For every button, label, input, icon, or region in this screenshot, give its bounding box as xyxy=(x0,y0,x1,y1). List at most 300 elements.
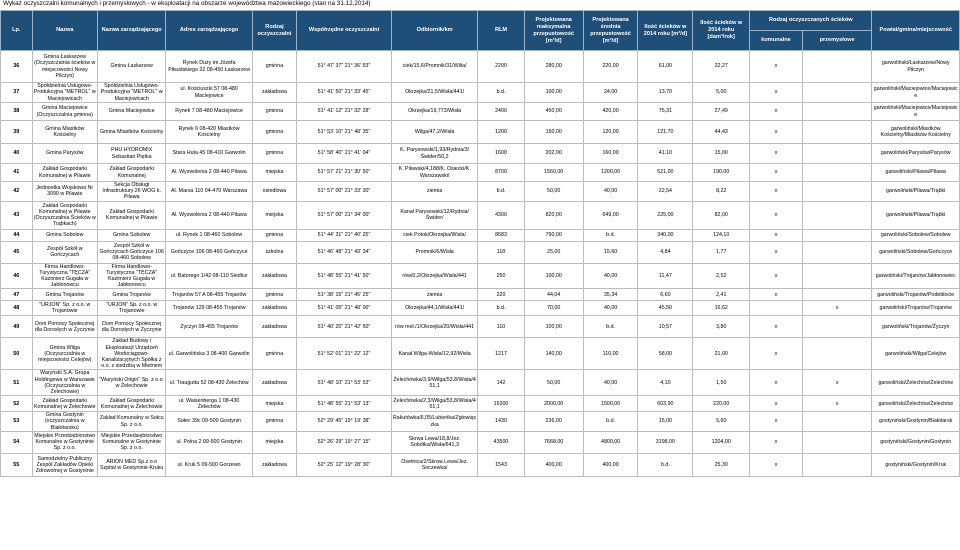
cell-avg-capacity: b.d. xyxy=(583,316,638,338)
cell-manager-name: Gmina Trojanów xyxy=(97,289,165,301)
cell-receiver: K. Parysowski/1,93/Rydnia/3/Świder/50,2 xyxy=(391,144,477,164)
cell-avg-capacity: 110,00 xyxy=(583,338,638,370)
cell-sewage-dam3: 5,00 xyxy=(693,83,750,103)
cell-receiver: Skrwa Lewa/18,8/Jez. Sobótka/Wisła/641,3 xyxy=(391,431,477,453)
cell-sewage-dam3: 27,49 xyxy=(693,103,750,121)
cell-rlm: 1200 xyxy=(478,121,524,144)
cell-lp: 55 xyxy=(1,453,33,476)
cell-max-capacity: 44,04 xyxy=(524,289,583,301)
cell-coordinates: 52° 29' 45" 19° 19' 38" xyxy=(297,412,392,432)
cell-industrial xyxy=(802,263,872,289)
table-row xyxy=(1,453,960,476)
cell-industrial xyxy=(802,431,872,453)
cell-manager-address: Trojanów 129 08-455 Trojanów xyxy=(166,301,252,316)
cell-location: garwoliński/Pilawa/Pilawa xyxy=(872,164,960,182)
header-max-capacity: Projektowana maksymalna przepustowość [m³/d] xyxy=(524,11,583,51)
cell-max-capacity: 400,00 xyxy=(524,453,583,476)
cell-coordinates: 51° 38' 15" 21° 45' 25" xyxy=(297,289,392,301)
cell-manager-address: Al. Wyzwolenia 2 08-440 Pilawa xyxy=(166,164,252,182)
cell-manager-name: ARION MED Sp.z o.o Szpital w Gostyninie-Kruku xyxy=(97,453,165,476)
cell-sewage-dam3: 21,00 xyxy=(693,338,750,370)
cell-manager-address: Rynek 7 08-480 Maciejowice xyxy=(166,103,252,121)
cell-rlm: 220 xyxy=(478,289,524,301)
cell-coordinates: 51° 57' 21" 21° 30' 50" xyxy=(297,164,392,182)
header-sewage-kind: Rodzaj oczyszczanych ścieków xyxy=(750,11,872,31)
cell-receiver: rów mel./1/Okrzejka/20/Wisła/441 xyxy=(391,316,477,338)
cell-industrial: x xyxy=(802,396,872,412)
cell-name: Gmina Maciejowice (Oczyszczalnia gminna) xyxy=(32,103,97,121)
cell-avg-capacity: 40,00 xyxy=(583,263,638,289)
cell-manager-address: Rynek 6 08-420 Miastków Kościelny xyxy=(166,121,252,144)
cell-avg-capacity: 400,00 xyxy=(583,453,638,476)
table-body xyxy=(1,51,960,477)
cell-plant-type: zakładowa xyxy=(252,301,296,316)
cell-lp: 37 xyxy=(1,83,33,103)
cell-sewage-dam3: 5,60 xyxy=(693,412,750,432)
cell-lp: 52 xyxy=(1,396,33,412)
cell-max-capacity: 50,00 xyxy=(524,182,583,202)
cell-plant-type: gminna xyxy=(252,144,296,164)
cell-manager-name: Zespół Szkół w Gończycach Gończyce 106 08-460 Sobolew xyxy=(99,242,164,262)
cell-max-capacity: 140,00 xyxy=(524,338,583,370)
cell-sewage-dam3: 190,00 xyxy=(693,164,750,182)
cell-sewage-dam3: 8,22 xyxy=(693,182,750,202)
cell-avg-capacity: b.d. xyxy=(583,412,638,432)
cell-name: Zakład Gospodarki Komunalnej w Pilawie (Oczyszczalnia Ścieków w Trąbkach) xyxy=(33,202,96,228)
cell-sewage-dam3: 2,41 xyxy=(693,289,750,301)
cell-lp: 39 xyxy=(1,121,33,144)
cell-name: Gmina Wilga (Oczyszczalnia w miejscowości Celejów) xyxy=(32,338,97,370)
cell-name: Waryński S.A. Grupa Holdingowa w Warszawie (Oczyszczalnia w Żelechowie) xyxy=(32,370,97,396)
table-row xyxy=(1,201,960,229)
cell-receiver: rów/0,2/Okrzejka/Wisła/441 xyxy=(391,263,477,289)
cell-receiver: Promnik/6/Wisła xyxy=(391,241,477,263)
cell-industrial xyxy=(802,241,872,263)
header-name: Nazwa xyxy=(32,11,97,51)
cell-receiver: Okrzejka/21,5/Wisła/441/ xyxy=(391,83,477,103)
cell-coordinates: 51° 46' 48" 21° 43' 34" xyxy=(297,241,392,263)
cell-receiver: Żelechówka/3,9/Wilga/53,8/Wisła/451,1 xyxy=(391,370,477,396)
table-row xyxy=(1,431,960,453)
cell-rlm: 1430 xyxy=(478,412,524,432)
cell-max-capacity: 202,00 xyxy=(524,144,583,164)
cell-lp: 47 xyxy=(1,289,33,301)
cell-manager-address: ul. Waisenberga 1 08-430 Żelechów xyxy=(166,396,252,412)
cell-name: Jednostka Wojskowa Nr 3090 w Pilawie xyxy=(32,182,97,202)
cell-coordinates: 52° 25' 12" 19° 28' 30" xyxy=(297,453,392,476)
table-header xyxy=(1,11,960,51)
cell-location: garwoliński/Maciejowice/Maciejowice xyxy=(872,83,960,103)
cell-plant-type: zakładowa xyxy=(252,263,296,289)
cell-lp: 42 xyxy=(1,182,33,202)
cell-max-capacity: 2000,00 xyxy=(524,396,583,412)
cell-location: garwoliński/Pilawa/Trąbki xyxy=(872,201,960,229)
cell-sewage-m3d: 13,70 xyxy=(638,83,693,103)
cell-manager-address: Trojanów 57 A 08-455 Trojanów xyxy=(166,289,252,301)
cell-municipal: x xyxy=(750,316,803,338)
cell-sewage-dam3: 25,30 xyxy=(693,453,750,476)
document-title: Wykaz oczyszczalni komunalnych i przemysłowych - w eksploatacji na obszarze województwa mazowieckiego (stan na 31.12.2014) xyxy=(3,0,371,7)
cell-manager-address: Al. Wyzwolenia 2 08-440 Pilawa xyxy=(166,201,252,229)
cell-sewage-dam3: 22,27 xyxy=(693,51,750,83)
cell-sewage-m3d: 45,50 xyxy=(638,301,693,316)
cell-receiver: Okrzejka/44,1/Wisła/441/ xyxy=(391,301,477,316)
cell-municipal xyxy=(750,301,803,316)
cell-manager-address: ul. Kościuszki 57 08-480 Maciejowice xyxy=(166,83,252,103)
header-manager-name: Nazwa zarządzającego xyxy=(97,11,165,51)
cell-lp: 44 xyxy=(1,229,33,241)
cell-max-capacity: 450,00 xyxy=(524,103,583,121)
cell-location: garwoliński/Parysów/Parysów xyxy=(872,144,960,164)
header-sewage-m3d: Ilość ścieków w 2014 roku [m³/d] xyxy=(638,11,693,51)
cell-coordinates: 51° 41' 05" 21° 48' 00" xyxy=(297,301,392,316)
table-row xyxy=(1,263,960,289)
cell-avg-capacity: 4800,00 xyxy=(583,431,638,453)
cell-avg-capacity: 1200,00 xyxy=(583,164,638,182)
cell-receiver: Kanał Wilga-Wisła/12,92/Wisła xyxy=(391,338,477,370)
table-row xyxy=(1,121,960,144)
cell-manager-address: Życzyn 08-455 Trojanów xyxy=(166,316,252,338)
cell-plant-type: gminna xyxy=(252,412,296,432)
cell-manager-name: "Waryński Origin" Sp. z o.o. w Żelechowie xyxy=(97,370,165,396)
cell-sewage-m3d: 4,10 xyxy=(638,370,693,396)
cell-sewage-m3d: 603,90 xyxy=(638,396,693,412)
cell-municipal: x xyxy=(750,370,803,396)
cell-coordinates: 51° 48' 10" 21° 53' 53" xyxy=(297,370,392,396)
cell-coordinates: 51° 53' 10" 21° 48' 35" xyxy=(297,121,392,144)
cell-avg-capacity: 220,00 xyxy=(583,51,638,83)
cell-receiver: Osetnica/2/Skrwa Lewa/Jez. Soczewka/ xyxy=(391,453,477,476)
cell-location: garwoliński/Sobolew/Gończyce xyxy=(872,241,960,263)
table-row xyxy=(1,338,960,370)
cell-manager-name: PHU HYDROMIX Sebastian Piętka xyxy=(97,144,165,164)
cell-plant-type: szkolna xyxy=(252,241,296,263)
cell-rlm: 8683 xyxy=(478,229,524,241)
cell-name: Firma Handlowo-Turystyczna "TĘCZA" Kazimierz Gugała w Jabłonowcu xyxy=(32,263,97,289)
cell-sewage-m3d: 22,54 xyxy=(638,182,693,202)
table-row xyxy=(1,83,960,103)
cell-lp: 53 xyxy=(1,412,33,432)
cell-manager-address: ul. Polna 2 09-500 Gostynin xyxy=(166,431,252,453)
cell-sewage-m3d: 41,10 xyxy=(638,144,693,164)
table-row xyxy=(1,103,960,121)
table-row xyxy=(1,51,960,83)
cell-lp: 40 xyxy=(1,144,33,164)
cell-industrial xyxy=(802,316,872,338)
cell-receiver: Rakutówka/6,05/Lubieńka/Zgłowiączka xyxy=(391,412,477,432)
cell-max-capacity: 50,00 xyxy=(524,370,583,396)
cell-plant-type: gminna xyxy=(252,51,296,83)
cell-avg-capacity: 649,00 xyxy=(583,201,638,229)
cell-lp: 46 xyxy=(1,263,33,289)
cell-sewage-dam3: 16,62 xyxy=(693,301,750,316)
cell-name: Miejskie Przedsiębiorstwo Komunalne w Gostyninie Sp. z o.o. xyxy=(32,431,97,453)
cell-manager-address: Rynek Duży im.Józefa Piłsudskiego 32 08-450 Łaskarzew xyxy=(166,51,252,83)
cell-name: Zespół Szkół w Gończycach xyxy=(32,241,97,263)
cell-name: Gmina Miastków Kościelny xyxy=(32,121,97,144)
cell-industrial xyxy=(802,121,872,144)
cell-max-capacity: 100,00 xyxy=(524,316,583,338)
cell-sewage-m3d: 11,47 xyxy=(638,263,693,289)
cell-avg-capacity: 15,60 xyxy=(583,241,638,263)
cell-coordinates: 51° 48' 55" 21° 41' 50" xyxy=(297,263,392,289)
table-row xyxy=(1,301,960,316)
cell-manager-address: Al. Marsa 110 04-470 Warszawa xyxy=(166,182,252,202)
cell-municipal: x xyxy=(750,431,803,453)
cell-avg-capacity: 35,34 xyxy=(583,289,638,301)
cell-location: garwoliński/Miastków Kościelny/Miastków Kościelny xyxy=(872,121,960,144)
cell-max-capacity: 25,00 xyxy=(524,241,583,263)
table-row xyxy=(1,396,960,412)
cell-industrial xyxy=(802,51,872,83)
cell-manager-address: ul. Kruk 5 09-500 Gorzewo xyxy=(166,453,252,476)
cell-sewage-m3d: 340,00 xyxy=(638,229,693,241)
cell-coordinates: 51° 44' 31" 21° 40' 25" xyxy=(297,229,392,241)
cell-name: Gmina Łaskarzew (Oczyszczalnia ścieków w miejscowości Nowy Pilczyn) xyxy=(32,51,97,83)
cell-industrial xyxy=(802,338,872,370)
cell-manager-address: Gończyce 106 08-460 Gończyce xyxy=(166,241,252,263)
cell-municipal: x xyxy=(750,83,803,103)
cell-plant-type: gminna xyxy=(252,229,296,241)
cell-name: Zakład Gospodarki Komunalnej w Pilawie xyxy=(32,164,97,182)
cell-location: gostyniński/Gostynin/Białotarsk xyxy=(872,412,960,432)
table-row xyxy=(1,289,960,301)
cell-manager-address: ul. Batorego 1/42 08-110 Siedlce xyxy=(166,263,252,289)
cell-industrial xyxy=(802,229,872,241)
cell-manager-name: Gmina Miastków Kościelny xyxy=(97,121,165,144)
cell-sewage-m3d: 521,00 xyxy=(638,164,693,182)
cell-industrial xyxy=(802,289,872,301)
cell-location: garwoliński/Łaskarzew/Nowy Pilczyn xyxy=(872,51,960,83)
cell-plant-type: gminna xyxy=(252,103,296,121)
cell-avg-capacity: 40,00 xyxy=(583,370,638,396)
header-avg-capacity: Projektowana średnia przepustowość [m³/d] xyxy=(583,11,638,51)
cell-sewage-dam3: 15,00 xyxy=(693,144,750,164)
cell-name: Samodzielny Publiczny Zespół Zakładów Opieki Zdrowotnej w Gostyninie xyxy=(32,453,97,476)
cell-location: gostyniński/Gostynin/Kruk xyxy=(872,453,960,476)
cell-municipal: x xyxy=(750,164,803,182)
cell-municipal: x xyxy=(750,144,803,164)
cell-coordinates: 51° 41' 50" 21° 33' 45" xyxy=(297,83,392,103)
cell-manager-name: Zakład Gospodarki Komunalnej w Pilawie xyxy=(97,201,165,229)
cell-rlm: 4300 xyxy=(478,201,524,229)
cell-coordinates: 51° 58' 40" 21° 41' 04" xyxy=(297,144,392,164)
header-location: Powiat/gmina/miejscowość xyxy=(872,11,960,51)
cell-max-capacity: 280,00 xyxy=(524,51,583,83)
cell-name: Gmina Trojanów xyxy=(32,289,97,301)
cell-coordinates: 51° 47' 37" 21° 36' 53" xyxy=(297,51,392,83)
cell-sewage-m3d: 121,70 xyxy=(638,121,693,144)
header-manager-address: Adres zarządzającego xyxy=(166,11,252,51)
table-row xyxy=(1,182,960,202)
cell-rlm: 8700 xyxy=(478,164,524,182)
header-lp: Lp. xyxy=(1,11,33,51)
cell-coordinates: 52° 26' 29" 19° 27' 15" xyxy=(297,431,392,453)
cell-manager-name: Gmina Sobolew xyxy=(97,229,165,241)
cell-avg-capacity: 160,00 xyxy=(583,144,638,164)
cell-sewage-m3d: 225,00 xyxy=(638,201,693,229)
cell-location: garwoliński/Trojanów/Podebłocie xyxy=(872,289,960,301)
cell-max-capacity: 1560,00 xyxy=(524,164,583,182)
header-sewage-dam3: Ilość ścieków w 2014 roku [dam³/rok] xyxy=(693,11,750,51)
cell-location: garwoliński/Trojanów/Życzyn xyxy=(872,316,960,338)
cell-municipal: x xyxy=(750,201,803,229)
cell-municipal: x xyxy=(750,182,803,202)
cell-max-capacity: 236,00 xyxy=(524,412,583,432)
cell-lp: 43 xyxy=(1,201,33,229)
cell-receiver: Kanał Parysewski/12/Rydnia/Świder/ xyxy=(391,201,477,229)
cell-receiver: Wilga/47,2/Wisła xyxy=(391,121,477,144)
cell-sewage-m3d: 10,57 xyxy=(638,316,693,338)
cell-plant-type: miejska xyxy=(252,201,296,229)
wastewater-plants-table xyxy=(0,10,960,477)
cell-receiver: Żelechówka/2,3/Wilga/53,8/Wisła/451,1 xyxy=(393,397,476,410)
cell-industrial xyxy=(802,182,872,202)
cell-manager-name: Dom Pomocy Społecznej dla Dorosłych w Życzynie xyxy=(97,316,165,338)
table-row xyxy=(1,144,960,164)
table-row xyxy=(1,412,960,432)
cell-lp: 36 xyxy=(1,51,33,83)
cell-plant-type: zakładowa xyxy=(252,83,296,103)
cell-manager-name: Miejskie Przedsiębiorstwo Komunalne w Gostyninie Sp. z o.o. xyxy=(97,431,165,453)
cell-sewage-m3d: 15,00 xyxy=(638,412,693,432)
cell-manager-name: Zakład Gospodarki Komunalnej w Żelechowie xyxy=(97,396,165,412)
cell-max-capacity: 100,00 xyxy=(524,263,583,289)
table-row xyxy=(1,241,960,263)
cell-municipal: x xyxy=(750,229,803,241)
cell-industrial xyxy=(802,412,872,432)
cell-manager-address: ul. Rynek 1 08-460 Sobolew xyxy=(166,229,252,241)
cell-location: garwoliński/Trojanów/Trojanów xyxy=(872,301,960,316)
cell-manager-name: Zakład Budowy i Eksploatacji Urządzeń Wodociągowo-Kanalizacyjnych Spółka z o.o. z siedzibą w Mietnem xyxy=(97,338,165,370)
cell-name: Gmina Gostynin (oczyszczalnia w Białotarsku) xyxy=(32,412,97,432)
cell-name: Gmina Parysów xyxy=(32,144,97,164)
cell-sewage-m3d: b.d. xyxy=(638,453,693,476)
cell-coordinates: 51° 52' 01" 21° 22' 12" xyxy=(297,338,392,370)
cell-rlm: b.d. xyxy=(478,301,524,316)
cell-rlm: 250 xyxy=(478,263,524,289)
cell-name: Dom Pomocy Społecznej dla Dorosłych w Życzynie xyxy=(32,316,97,338)
cell-avg-capacity: b.d. xyxy=(583,229,638,241)
cell-receiver: ziemia xyxy=(391,182,477,202)
cell-location: garwoliński/Żelechów/Żelechów xyxy=(872,396,960,412)
cell-manager-name: Gmina Maciejowice xyxy=(97,103,165,121)
cell-location: garwoliński/Maciejowice/Maciejowice xyxy=(872,103,960,121)
header-coordinates: Współrzędne oczyszczalni xyxy=(297,11,392,51)
cell-sewage-m3d: 4,84 xyxy=(638,241,693,263)
cell-receiver: ziemia xyxy=(391,289,477,301)
cell-rlm: 118 xyxy=(478,241,524,263)
cell-industrial xyxy=(802,164,872,182)
cell-municipal: x xyxy=(750,121,803,144)
cell-avg-capacity: 1500,00 xyxy=(583,396,638,412)
cell-sewage-dam3: 1,77 xyxy=(693,241,750,263)
cell-manager-address: Stara Huta 45 08-410 Garwolin xyxy=(166,144,252,164)
cell-manager-name: "URJON" Sp. z o.o. w Trojanowie xyxy=(97,301,165,316)
cell-sewage-dam3: 82,00 xyxy=(693,201,750,229)
table-row xyxy=(1,316,960,338)
cell-lp: 45 xyxy=(1,241,33,263)
cell-coordinates: 51° 57' 00" 21° 34' 00" xyxy=(297,201,392,229)
cell-name: "URJON" Sp. z o.o. w Trojanowie xyxy=(32,301,97,316)
cell-plant-type: zakładowa xyxy=(252,316,296,338)
cell-location: garwoliński/Wilga/Celejów xyxy=(872,338,960,370)
cell-municipal: x xyxy=(750,241,803,263)
cell-industrial xyxy=(802,83,872,103)
cell-rlm: b.d. xyxy=(478,83,524,103)
cell-municipal: x xyxy=(750,289,803,301)
cell-municipal: x xyxy=(750,396,803,412)
cell-receiver: ciek/15,6/Promnik/31/Wilia/ xyxy=(391,51,477,83)
cell-avg-capacity: 120,00 xyxy=(583,121,638,144)
table-row xyxy=(1,164,960,182)
cell-sewage-dam3: 220,00 xyxy=(693,396,750,412)
cell-sewage-m3d: 3198,00 xyxy=(638,431,693,453)
cell-max-capacity: 70,00 xyxy=(524,301,583,316)
cell-rlm: b.d. xyxy=(478,182,524,202)
cell-manager-name: Zakład Komunalny w Sołcu Sp. z o.o. xyxy=(97,412,165,432)
cell-rlm: 1600 xyxy=(478,144,524,164)
cell-plant-type: zakładowa xyxy=(252,453,296,476)
header-municipal: komunalne xyxy=(750,31,803,51)
cell-name: Gmina Sobolew xyxy=(32,229,97,241)
cell-sewage-m3d: 58,00 xyxy=(638,338,693,370)
cell-municipal: x xyxy=(750,103,803,121)
cell-location: gostyniński/Gostynin/Gostynin xyxy=(872,431,960,453)
cell-lp: 41 xyxy=(1,164,33,182)
cell-plant-type: zakładowa xyxy=(252,370,296,396)
table-row xyxy=(1,370,960,396)
cell-location: garwoliński/Sobolew/Sobolew xyxy=(872,229,960,241)
cell-name: Zakład Gospodarki Komunalnej w Żelechowie xyxy=(34,397,96,410)
cell-manager-name: Spółdzielnia Usługowo-Produkcyjna "METROL" w Maciejowicach xyxy=(97,83,165,103)
cell-max-capacity: 7668,00 xyxy=(524,431,583,453)
cell-municipal: x xyxy=(750,453,803,476)
cell-lp: 54 xyxy=(1,431,33,453)
cell-max-capacity: 100,00 xyxy=(524,83,583,103)
cell-plant-type: osiedlowa xyxy=(252,182,296,202)
header-plant-type: Rodzaj oczyszczalni xyxy=(252,11,296,51)
cell-municipal: x xyxy=(750,263,803,289)
cell-rlm: 142 xyxy=(478,370,524,396)
cell-coordinates: 51° 57' 00" 21° 33' 30" xyxy=(297,182,392,202)
cell-lp: 49 xyxy=(1,316,33,338)
cell-sewage-m3d: 6,60 xyxy=(638,289,693,301)
cell-industrial: x xyxy=(802,301,872,316)
cell-rlm: 1543 xyxy=(478,453,524,476)
cell-lp: 51 xyxy=(1,370,33,396)
cell-max-capacity: 790,00 xyxy=(524,229,583,241)
cell-industrial xyxy=(802,103,872,121)
cell-manager-name: Zakład Gospodarki Komunalnej xyxy=(97,164,165,182)
cell-rlm: 2400 xyxy=(478,103,524,121)
cell-industrial xyxy=(802,453,872,476)
cell-name: Spółdzielnia Usługowo-Produkcyjna "METROL" w Maciejowicach xyxy=(33,83,96,102)
cell-rlm: 2200 xyxy=(478,51,524,83)
cell-avg-capacity: 420,00 xyxy=(583,103,638,121)
cell-receiver: K. Pilawski/4,188/K. Osiecki/K. Warszawski/ xyxy=(391,164,477,182)
cell-plant-type: miejska xyxy=(252,396,296,412)
cell-sewage-dam3: 1,50 xyxy=(693,370,750,396)
cell-manager-name: Gmina Łaskarzew xyxy=(97,51,165,83)
cell-receiver: ciek Potok/Okrzejka/Wisła/ xyxy=(391,229,477,241)
cell-manager-address: ul. Garwolińska 3 08-400 Garwolin xyxy=(166,338,252,370)
cell-rlm: 1217 xyxy=(478,338,524,370)
header-industrial: przemysłowe xyxy=(802,31,872,51)
cell-lp: 38 xyxy=(1,103,33,121)
cell-lp: 48 xyxy=(1,301,33,316)
cell-sewage-dam3: 44,43 xyxy=(693,121,750,144)
